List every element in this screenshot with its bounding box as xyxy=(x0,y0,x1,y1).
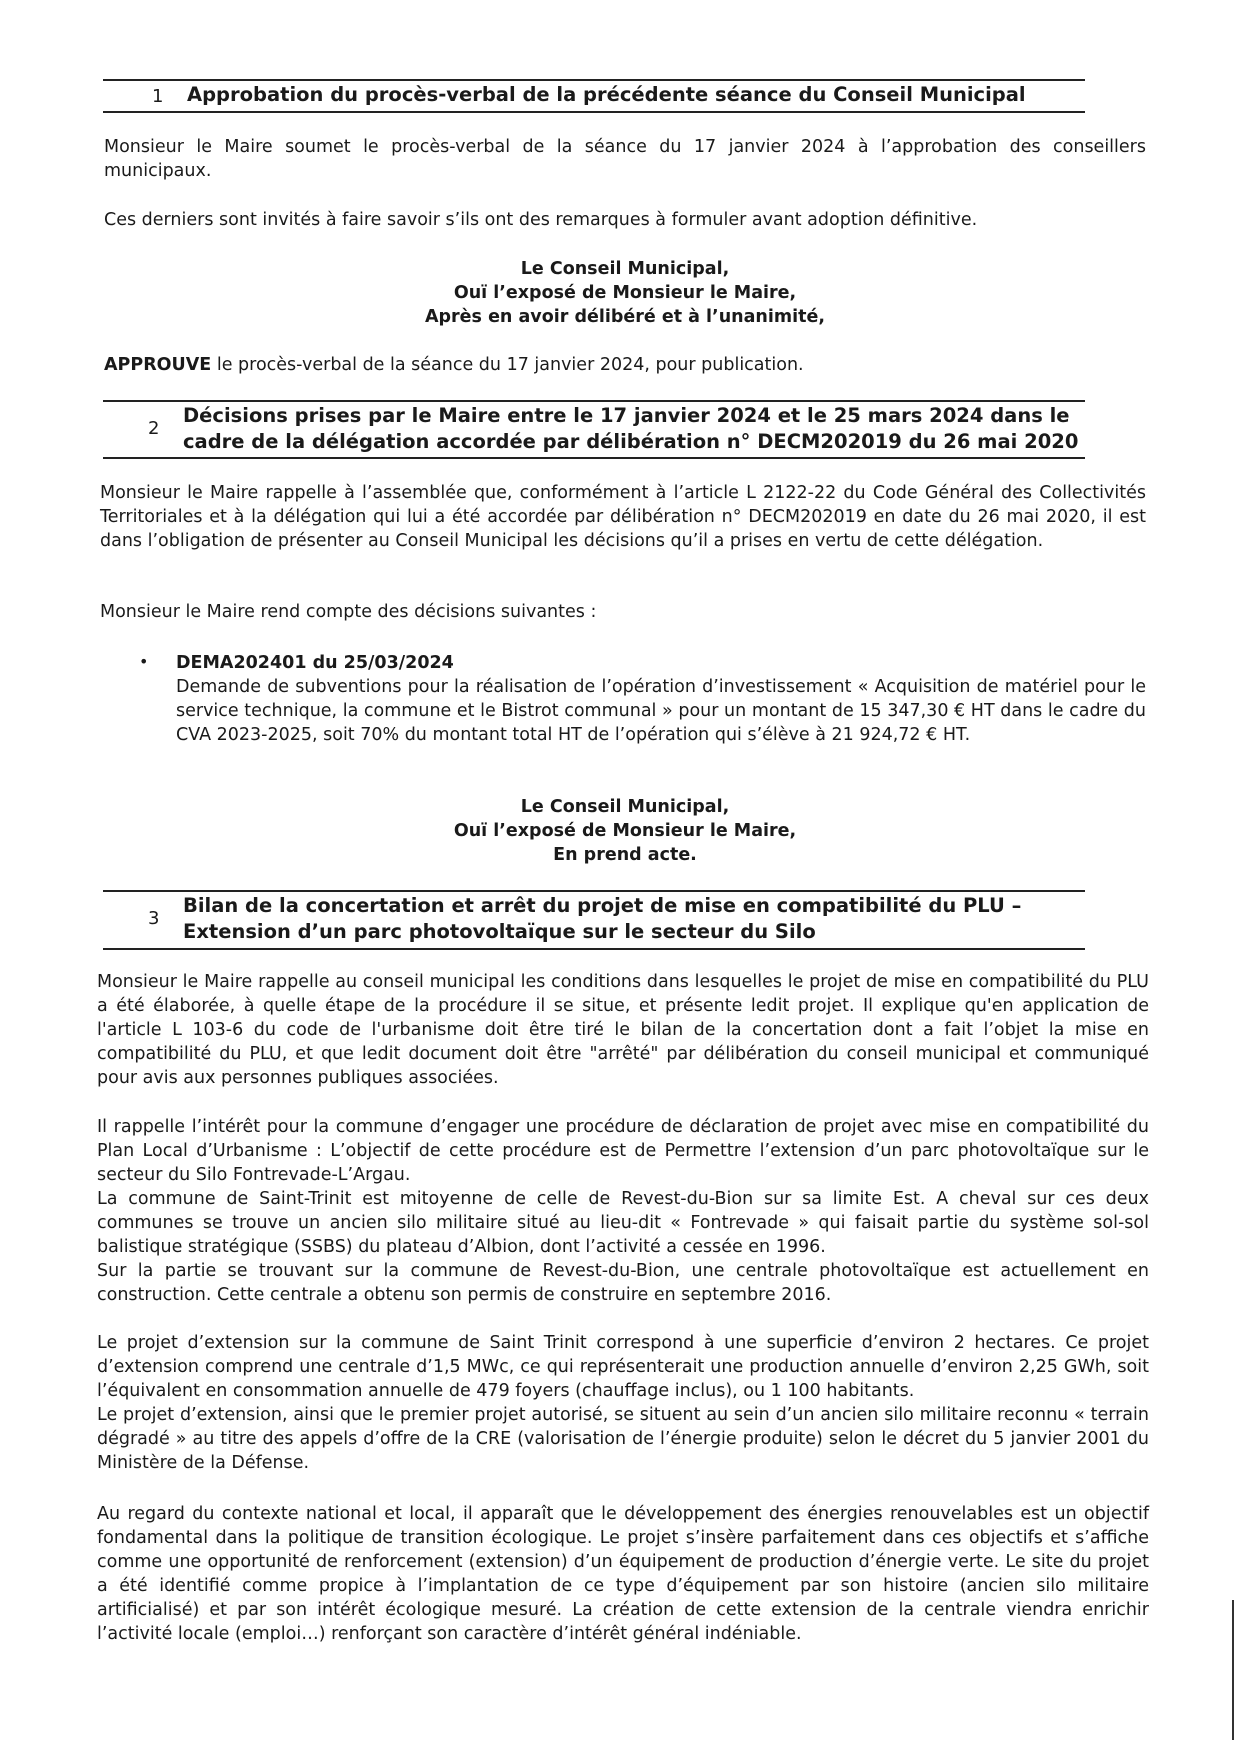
section-3-top-rule xyxy=(103,890,1085,892)
decision-description: Demande de subventions pour la réalisation de l’opération d’investissement « Acquisition de matériel pour le service technique, la commune et le Bistrot communal » pour un montant de 15 347,30 € HT dans le cadre du CVA 2023-2025, soit 70% du montant total HT de l’opération qui s’élève à 21 924,72 € HT. xyxy=(176,677,1146,745)
section-3-number: 3 xyxy=(148,908,160,929)
section-2-top-rule xyxy=(103,400,1085,402)
decision-item xyxy=(176,651,1146,747)
council-line: Ouï l’exposé de Monsieur le Maire, xyxy=(453,283,797,303)
section-1-decision xyxy=(104,353,1146,377)
section-1-number: 1 xyxy=(152,86,164,107)
council-line: Ouï l’exposé de Monsieur le Maire, xyxy=(453,821,797,841)
section-2-council-block xyxy=(104,795,1146,867)
council-line: En prend acte. xyxy=(553,845,697,865)
section-3-paragraph-2: Il rappelle l’intérêt pour la commune d’engager une procédure de déclaration de projet avec mise en compatibilité du Plan Local d’Urbanisme : L’objectif de cette procédure est de Permettre l’extension d’un parc photovoltaïque sur le secteur du Silo Fontrevade-L’Argau. xyxy=(97,1117,1149,1185)
section-3-paragraph-4: Sur la partie se trouvant sur la commune de Revest-du-Bion, une centrale photovoltaïque est actuellement en construction. Cette centrale a obtenu son permis de construire en septembre 2016. xyxy=(97,1261,1149,1305)
section-1-paragraph-2: Ces derniers sont invités à faire savoir s’ils ont des remarques à formuler avant adoption définitive. xyxy=(104,210,978,230)
section-2-number: 2 xyxy=(148,418,160,439)
section-3-bottom-rule xyxy=(103,948,1085,950)
decision-text: le procès-verbal de la séance du 17 janvier 2024, pour publication. xyxy=(211,355,804,375)
section-3-paragraph-6: Le projet d’extension, ainsi que le premier projet autorisé, se situent au sein d’un ancien silo militaire reconnu « terrain dégradé » au titre des appels d’offre de la CRE (valorisation de l’énergie produite) selon le décret du 5 janvier 2001 du Ministère de la Défense. xyxy=(97,1405,1149,1473)
section-2-paragraph-2: Monsieur le Maire rend compte des décisions suivantes : xyxy=(100,602,597,622)
section-1-title: Approbation du procès-verbal de la précédente séance du Conseil Municipal xyxy=(187,83,1026,106)
section-1-bottom-rule xyxy=(103,111,1085,113)
section-1-paragraph-1: Monsieur le Maire soumet le procès-verbal de la séance du 17 janvier 2024 à l’approbation des conseillers municipaux. xyxy=(104,137,1146,181)
section-3-paragraph-3: La commune de Saint-Trinit est mitoyenne de celle de Revest-du-Bion sur sa limite Est. A cheval sur ces deux communes se trouve un ancien silo militaire situé au lieu-dit « Fontrevade » qui faisait partie du système sol-sol balistique stratégique (SSBS) du plateau d’Albion, dont l’activité a cessée en 1996. xyxy=(97,1189,1149,1257)
section-1-top-rule xyxy=(103,79,1085,81)
section-3-title-line-1: Bilan de la concertation et arrêt du projet de mise en compatibilité du PLU – xyxy=(183,894,1022,917)
section-3-paragraph-7: Au regard du contexte national et local, il apparaît que le développement des énergies renouvelables est un objectif fondamental dans la politique de transition écologique. Le projet s’insère parfaitement dans ces objectifs et s’affiche comme une opportunité de renforcement (extension) d’un équipement de production d’énergie verte. Le site du projet a été identifié comme propice à l’implantation de ce type d’équipement par son histoire (ancien silo militaire artificialisé) et par son intérêt écologique mesuré. La création de cette extension de la centrale viendra enrichir l’activité locale (emploi…) renforçant son caractère d’intérêt général indéniable. xyxy=(97,1504,1149,1644)
section-2-bottom-rule xyxy=(103,457,1085,459)
decision-code: DEMA202401 du 25/03/2024 xyxy=(176,653,454,673)
scan-edge-line xyxy=(1232,1600,1234,1740)
council-line: Le Conseil Municipal, xyxy=(520,259,730,279)
section-2-title-line-1: Décisions prises par le Maire entre le 17 janvier 2024 et le 25 mars 2024 dans le xyxy=(183,404,1070,427)
section-3-paragraph-5: Le projet d’extension sur la commune de Saint Trinit correspond à une superficie d’environ 2 hectares. Ce projet d’extension comprend une centrale d’1,5 MWc, ce qui représenterait une production annuelle d’environ 2,25 GWh, soit l’équivalent en consommation annuelle de 479 foyers (chauffage inclus), ou 1 100 habitants. xyxy=(97,1333,1149,1401)
section-3-paragraph-1: Monsieur le Maire rappelle au conseil municipal les conditions dans lesquelles le projet de mise en compatibilité du PLU a été élaborée, à quelle étape de la procédure il se situe, et présente ledit projet. Il explique qu'en application de l'article L 103-6 du code de l'urbanisme doit être tiré le bilan de la concertation dont a fait l’objet la mise en compatibilité du PLU, et que ledit document doit être "arrêté" par délibération du conseil municipal et communiqué pour avis aux personnes publiques associées. xyxy=(97,972,1149,1088)
section-1-council-block xyxy=(104,257,1146,329)
section-2-title-line-2: cadre de la délégation accordée par délibération n° DECM202019 du 26 mai 2020 xyxy=(183,430,1079,453)
section-2-paragraph-1: Monsieur le Maire rappelle à l’assemblée que, conformément à l’article L 2122-22 du Code Général des Collectivités Territoriales et à la délégation qui lui a été accordée par délibération n° DECM202019 en date du 26 mai 2020, il est dans l’obligation de présenter au Conseil Municipal les décisions qu’il a prises en vertu de cette délégation. xyxy=(100,483,1146,551)
council-line: Le Conseil Municipal, xyxy=(520,797,730,817)
section-3-title-line-2: Extension d’un parc photovoltaïque sur le secteur du Silo xyxy=(183,920,816,943)
decision-bullet: • xyxy=(139,652,149,671)
decision-keyword: APPROUVE xyxy=(104,355,212,375)
council-line: Après en avoir délibéré et à l’unanimité, xyxy=(424,307,825,327)
